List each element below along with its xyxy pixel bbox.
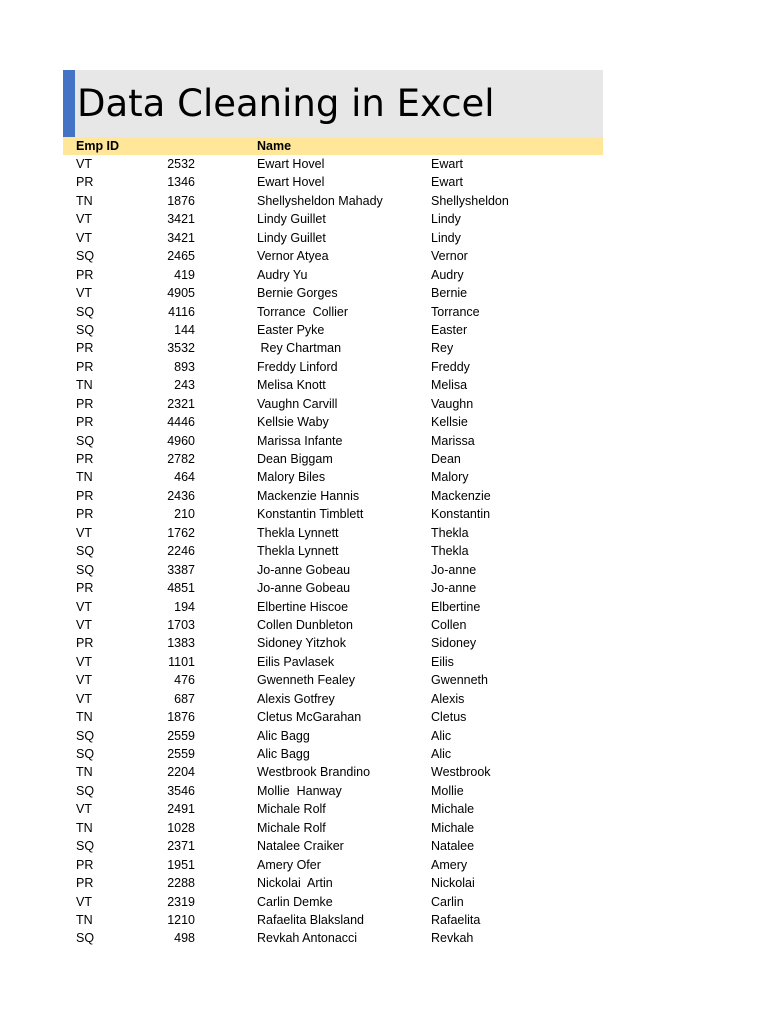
table-row (63, 800, 603, 818)
cell-first-name[interactable]: Michale (431, 820, 475, 835)
cell-full-name[interactable]: Easter Pyke (257, 322, 325, 337)
cell-emp-id[interactable]: 2436 (167, 488, 195, 503)
table-row (63, 929, 603, 947)
cell-first-name[interactable]: Alic (431, 747, 452, 761)
cell-first-name[interactable]: Thekla (431, 544, 469, 559)
cell-first-name[interactable]: Bernie (431, 286, 468, 301)
cell-dept-code[interactable]: VT (76, 157, 92, 171)
cell-dept-code[interactable]: SQ (76, 747, 95, 761)
cell-full-name[interactable]: Mollie Hanway (257, 783, 342, 798)
cell-emp-id[interactable]: 3421 (167, 230, 195, 245)
cell-emp-id[interactable]: 2321 (167, 396, 195, 411)
cell-dept-code[interactable]: PR (76, 415, 94, 430)
cell-first-name[interactable]: Lindy (431, 212, 461, 227)
cell-emp-id[interactable]: 4960 (167, 433, 195, 448)
table-row (63, 763, 603, 781)
cell-first-name[interactable]: Malory (431, 470, 469, 485)
cell-full-name[interactable]: Natalee Craiker (257, 839, 344, 854)
table-row (63, 542, 603, 560)
cell-dept-code[interactable]: TN (76, 470, 93, 485)
cell-dept-code[interactable]: PR (76, 507, 94, 522)
cell-full-name[interactable]: Jo-anne Gobeau (257, 581, 351, 596)
cell-dept-code[interactable]: VT (76, 673, 92, 688)
table-row (63, 395, 603, 413)
cell-dept-code[interactable]: SQ (76, 562, 95, 577)
cell-full-name[interactable]: Audry Yu (257, 267, 308, 282)
cell-full-name[interactable]: Ewart Hovel (257, 157, 325, 171)
table-row (63, 837, 603, 855)
cell-emp-id[interactable]: 194 (174, 599, 195, 614)
table-row (63, 173, 603, 191)
cell-first-name[interactable]: Mollie (431, 783, 464, 798)
cell-full-name[interactable]: Thekla Lynnett (257, 544, 339, 559)
cell-first-name[interactable]: Cletus (431, 710, 467, 725)
cell-emp-id[interactable]: 3546 (167, 783, 195, 798)
cell-dept-code[interactable]: VT (76, 212, 92, 227)
cell-dept-code[interactable]: SQ (76, 433, 95, 448)
cell-emp-id[interactable]: 2559 (167, 728, 195, 743)
cell-dept-code[interactable]: VT (76, 286, 92, 301)
cell-dept-code[interactable]: TN (76, 710, 93, 725)
cell-full-name[interactable]: Vernor Atyea (257, 249, 329, 264)
cell-full-name[interactable]: Amery Ofer (257, 857, 321, 872)
cell-dept-code[interactable]: TN (76, 912, 93, 927)
table-row (63, 432, 603, 450)
cell-dept-code[interactable]: SQ (76, 931, 95, 946)
cell-first-name[interactable]: Elbertine (431, 599, 481, 614)
table-row (63, 192, 603, 210)
cell-full-name[interactable]: Mackenzie Hannis (257, 488, 360, 503)
cell-full-name[interactable]: Melisa Knott (257, 378, 326, 393)
table-row (63, 653, 603, 671)
cell-emp-id[interactable]: 2782 (167, 452, 195, 466)
cell-full-name[interactable]: Lindy Guillet (257, 212, 326, 227)
table-row (63, 727, 603, 745)
cell-dept-code[interactable]: SQ (76, 249, 95, 264)
cell-first-name[interactable]: Westbrook (431, 765, 491, 780)
table-row (63, 745, 603, 763)
cell-dept-code[interactable]: TN (76, 193, 93, 208)
cell-emp-id[interactable]: 1346 (167, 175, 195, 190)
cell-full-name[interactable]: Lindy Guillet (257, 230, 326, 245)
cell-emp-id[interactable]: 2288 (167, 876, 195, 891)
cell-emp-id[interactable]: 3532 (167, 341, 195, 356)
cell-emp-id[interactable]: 893 (174, 359, 195, 374)
cell-emp-id[interactable]: 2246 (167, 544, 195, 559)
cell-full-name[interactable]: Revkah Antonacci (257, 931, 358, 946)
cell-first-name[interactable]: Konstantin (431, 507, 491, 522)
cell-full-name[interactable]: Rey Chartman (257, 341, 342, 356)
cell-first-name[interactable]: Ewart (431, 175, 463, 190)
cell-first-name[interactable]: Easter (431, 322, 468, 337)
cell-first-name[interactable]: Thekla (431, 525, 469, 540)
cell-dept-code[interactable]: SQ (76, 322, 95, 337)
table-row (63, 819, 603, 837)
cell-emp-id[interactable]: 476 (174, 673, 195, 688)
cell-first-name[interactable]: Alic (431, 728, 452, 743)
cell-full-name[interactable]: Marissa Infante (257, 433, 343, 448)
cell-full-name[interactable]: Thekla Lynnett (257, 525, 339, 540)
table-row (63, 874, 603, 892)
cell-dept-code[interactable]: VT (76, 894, 92, 909)
cell-emp-id[interactable]: 419 (174, 267, 195, 282)
cell-dept-code[interactable]: TN (76, 378, 93, 393)
cell-emp-id[interactable]: 1703 (167, 617, 195, 632)
cell-emp-id[interactable]: 1210 (167, 912, 195, 927)
cell-dept-code[interactable]: PR (76, 581, 94, 596)
cell-full-name[interactable]: Nickolai Artin (257, 876, 333, 891)
cell-emp-id[interactable]: 1028 (167, 820, 195, 835)
table-row (63, 634, 603, 652)
cell-first-name[interactable]: Nickolai (431, 876, 475, 891)
cell-first-name[interactable]: Audry (431, 267, 464, 282)
cell-emp-id[interactable]: 4851 (167, 581, 195, 596)
cell-emp-id[interactable]: 144 (174, 322, 195, 337)
cell-full-name[interactable]: Jo-anne Gobeau (257, 562, 351, 577)
cell-dept-code[interactable]: PR (76, 452, 94, 466)
cell-dept-code[interactable]: PR (76, 488, 94, 503)
cell-full-name[interactable]: Alic Bagg (257, 747, 310, 761)
cell-emp-id[interactable]: 2465 (167, 249, 195, 264)
cell-emp-id[interactable]: 1101 (168, 654, 195, 669)
cell-first-name[interactable]: Shellysheldon (431, 193, 509, 208)
cell-dept-code[interactable]: PR (76, 267, 94, 282)
cell-dept-code[interactable]: TN (76, 765, 93, 780)
cell-first-name[interactable]: Collen (431, 617, 467, 632)
table-row (63, 247, 603, 265)
cell-full-name[interactable]: Malory Biles (257, 470, 326, 485)
cell-emp-id[interactable]: 243 (174, 378, 195, 393)
cell-dept-code[interactable]: PR (76, 341, 94, 356)
table-row (63, 487, 603, 505)
cell-full-name[interactable]: Cletus McGarahan (257, 710, 362, 725)
cell-full-name[interactable]: Bernie Gorges (257, 286, 338, 301)
cell-dept-code[interactable]: PR (76, 636, 94, 651)
cell-full-name[interactable]: Alexis Gotfrey (257, 691, 335, 706)
table-row (63, 229, 603, 247)
cell-first-name[interactable]: Vaughn (431, 396, 474, 411)
table-row (63, 210, 603, 228)
cell-full-name[interactable]: Ewart Hovel (257, 175, 325, 190)
header-name[interactable]: Name (257, 139, 292, 153)
table-row (63, 893, 603, 911)
cell-first-name[interactable]: Natalee (431, 839, 475, 854)
cell-dept-code[interactable]: SQ (76, 544, 95, 559)
table-body (63, 155, 603, 948)
cell-first-name[interactable]: Revkah (431, 931, 474, 946)
table-header-row (63, 137, 603, 155)
table-row (63, 450, 603, 468)
cell-dept-code[interactable]: SQ (76, 304, 95, 319)
cell-emp-id[interactable]: 3387 (167, 562, 195, 577)
cell-dept-code[interactable]: VT (76, 599, 92, 614)
cell-first-name[interactable]: Rey (431, 341, 454, 356)
cell-first-name[interactable]: Carlin (431, 894, 464, 909)
cell-dept-code[interactable]: VT (76, 230, 92, 245)
cell-dept-code[interactable]: VT (76, 691, 92, 706)
cell-first-name[interactable]: Melisa (431, 378, 468, 393)
table-row (63, 782, 603, 800)
cell-dept-code[interactable]: PR (76, 396, 94, 411)
sheet-title-banner (63, 70, 603, 137)
table-row (63, 155, 603, 173)
cell-dept-code[interactable]: PR (76, 359, 94, 374)
cell-first-name[interactable]: Amery (431, 857, 468, 872)
table-row (63, 911, 603, 929)
cell-emp-id[interactable]: 4116 (168, 304, 195, 319)
table-row (63, 376, 603, 394)
cell-first-name[interactable]: Vernor (431, 249, 468, 264)
cell-emp-id[interactable]: 1876 (167, 710, 195, 725)
table-row (63, 339, 603, 357)
cell-dept-code[interactable]: VT (76, 802, 92, 817)
table-row (63, 616, 603, 634)
cell-first-name[interactable]: Torrance (431, 304, 480, 319)
cell-first-name[interactable]: Dean (431, 452, 461, 466)
cell-full-name[interactable]: Rafaelita Blaksland (257, 912, 365, 927)
cell-full-name[interactable]: Michale Rolf (257, 802, 326, 817)
cell-emp-id[interactable]: 2559 (167, 747, 195, 761)
table-row (63, 856, 603, 874)
cell-emp-id[interactable]: 464 (174, 470, 195, 485)
table-row (63, 524, 603, 542)
table-row (63, 321, 603, 339)
cell-full-name[interactable]: Elbertine Hiscoe (257, 599, 349, 614)
cell-full-name[interactable]: Dean Biggam (257, 452, 333, 466)
cell-first-name[interactable]: Mackenzie (431, 488, 491, 503)
table-row (63, 690, 603, 708)
cell-emp-id[interactable]: 2204 (167, 765, 195, 780)
cell-full-name[interactable]: Westbrook Brandino (257, 765, 371, 780)
cell-emp-id[interactable]: 2319 (167, 894, 195, 909)
cell-dept-code[interactable]: VT (76, 654, 92, 669)
cell-dept-code[interactable]: PR (76, 175, 94, 190)
cell-emp-id[interactable]: 1762 (167, 525, 195, 540)
cell-dept-code[interactable]: SQ (76, 728, 95, 743)
table-row (63, 505, 603, 523)
cell-dept-code[interactable]: PR (76, 857, 94, 872)
cell-dept-code[interactable]: SQ (76, 839, 95, 854)
cell-first-name[interactable]: Jo-anne (431, 581, 477, 596)
cell-dept-code[interactable]: SQ (76, 783, 95, 798)
title-accent-bar (63, 70, 75, 137)
cell-full-name[interactable]: Vaughn Carvill (257, 396, 338, 411)
cell-first-name[interactable]: Michale (431, 802, 475, 817)
cell-full-name[interactable]: Freddy Linford (257, 359, 338, 374)
cell-first-name[interactable]: Sidoney (431, 636, 477, 651)
cell-emp-id[interactable]: 3421 (167, 212, 195, 227)
cell-emp-id[interactable]: 4446 (167, 415, 195, 430)
cell-emp-id[interactable]: 1383 (167, 636, 195, 651)
cell-dept-code[interactable]: VT (76, 525, 92, 540)
cell-full-name[interactable]: Alic Bagg (257, 728, 310, 743)
cell-full-name[interactable]: Gwenneth Fealey (257, 673, 355, 688)
cell-emp-id[interactable]: 2532 (167, 157, 195, 171)
cell-first-name[interactable]: Eilis (431, 654, 454, 669)
cell-full-name[interactable]: Shellysheldon Mahady (257, 193, 383, 208)
table-row (63, 671, 603, 689)
cell-full-name[interactable]: Eilis Pavlasek (257, 654, 335, 669)
cell-full-name[interactable]: Torrance Collier (257, 304, 349, 319)
header-emp-id[interactable]: Emp ID (76, 139, 120, 153)
table-row (63, 413, 603, 431)
cell-full-name[interactable]: Konstantin Timblett (257, 507, 364, 522)
cell-emp-id[interactable]: 2491 (167, 802, 195, 817)
table-row (63, 358, 603, 376)
cell-first-name[interactable]: Freddy (431, 359, 470, 374)
cell-full-name[interactable]: Sidoney Yitzhok (257, 636, 346, 651)
cell-dept-code[interactable]: TN (76, 820, 93, 835)
table-row (63, 284, 603, 302)
cell-first-name[interactable]: Alexis (431, 691, 465, 706)
cell-emp-id[interactable]: 1876 (167, 193, 195, 208)
cell-dept-code[interactable]: VT (76, 617, 92, 632)
cell-full-name[interactable]: Collen Dunbleton (257, 617, 353, 632)
cell-dept-code[interactable]: PR (76, 876, 94, 891)
cell-emp-id[interactable]: 4905 (167, 286, 195, 301)
cell-full-name[interactable]: Michale Rolf (257, 820, 326, 835)
cell-first-name[interactable]: Rafaelita (431, 912, 481, 927)
sheet-title: Data Cleaning in Excel (77, 82, 495, 125)
table-row (63, 708, 603, 726)
cell-first-name[interactable]: Gwenneth (431, 673, 488, 688)
table-row (63, 598, 603, 616)
cell-first-name[interactable]: Jo-anne (431, 562, 477, 577)
cell-full-name[interactable]: Carlin Demke (257, 894, 333, 909)
cell-emp-id[interactable]: 1951 (167, 857, 195, 872)
cell-emp-id[interactable]: 498 (174, 931, 195, 946)
cell-emp-id[interactable]: 2371 (167, 839, 195, 854)
table-row (63, 468, 603, 486)
table-row (63, 561, 603, 579)
table-row (63, 266, 603, 284)
cell-full-name[interactable]: Kellsie Waby (257, 415, 329, 430)
cell-emp-id[interactable]: 210 (174, 507, 195, 522)
cell-first-name[interactable]: Ewart (431, 157, 463, 171)
cell-first-name[interactable]: Lindy (431, 230, 461, 245)
table-row (63, 579, 603, 597)
table-row (63, 303, 603, 321)
cell-emp-id[interactable]: 687 (174, 691, 195, 706)
cell-first-name[interactable]: Kellsie (431, 415, 468, 430)
cell-first-name[interactable]: Marissa (431, 433, 475, 448)
